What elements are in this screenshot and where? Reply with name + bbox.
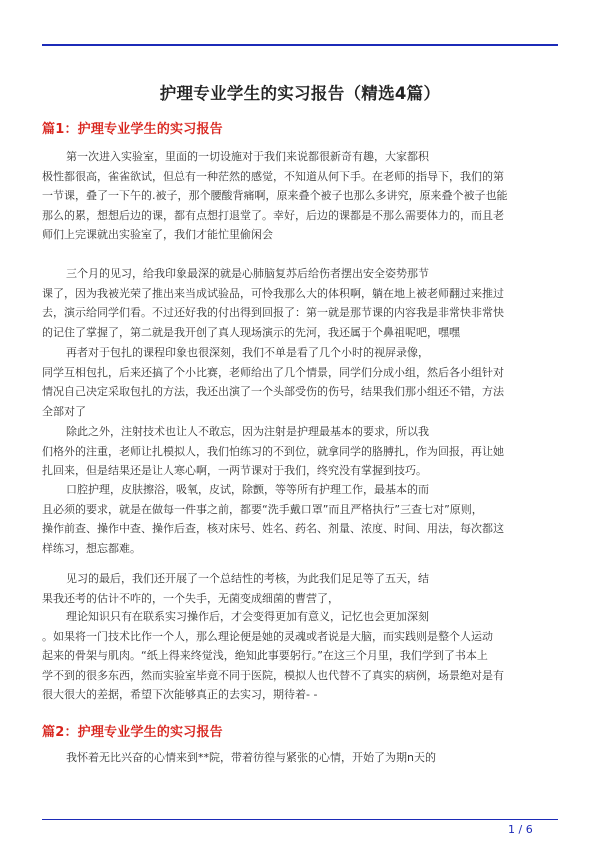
text-line: 三个月的见习，给我印象最深的就是心肺脑复苏后给伤者摆出安全姿势那节	[66, 267, 429, 280]
text-line: 我怀着无比兴奋的心情来到**院，带着彷徨与紧张的心情，开始了为期n天的	[66, 751, 436, 764]
text-line: 操作前查、操作中查、操作后查，核对床号、姓名、药名、剂量、浓度、时间、用法，每次都这	[42, 522, 504, 536]
text-line: 们格外的注重，老师让扎模拟人，我们怕练习的不到位，就拿同学的胳膊扎，作为回报，再让她	[42, 444, 504, 458]
header-rule	[42, 44, 558, 46]
text-line: 情况自己决定采取包扎的方法，我还出演了一个头部受伤的伤号，结果我们那小组还不错，方法	[42, 385, 504, 399]
text-line: 课了，因为我被光荣了推出来当成试验品，可怜我那么大的体积啊，躺在地上被老师翻过来推过	[42, 286, 504, 300]
text-line: 的记住了掌握了，第二就是我开创了真人现场演示的先河，我还属于个鼻祖呢吧，嘿嘿	[42, 325, 460, 339]
paragraph	[42, 569, 558, 608]
text-line: 很大很大的差据，希望下次能够真正的去实习，期待着- -	[42, 688, 318, 702]
text-line: 扎回来，但是结果还是让人寒心啊，一两节课对于我们，终究没有掌握到技巧。	[42, 464, 427, 478]
text-line: 第一次进入实验室，里面的一切设施对于我们来说都很新奇有趣，大家都积	[66, 150, 429, 163]
text-line: 一节课，叠了一下午的.被子，那个腰酸背痛啊，原来叠个被子也那么多讲究，原来叠个被子也能	[42, 189, 508, 203]
text-line: 除此之外，注射技术也让人不敢忘，因为注射是护理最基本的要求，所以我	[66, 425, 429, 438]
text-line: 样练习，想忘都难。	[42, 541, 141, 555]
text-line: 再者对于包扎的课程印象也很深刻，我们不单是看了几个小时的视屏录像，	[66, 346, 429, 359]
paragraph	[42, 480, 558, 558]
page-indicator: 1 / 6	[508, 823, 533, 836]
paragraph	[42, 422, 558, 481]
text-line: 学不到的很多东西，然而实验室毕竟不同于医院，模拟人也代替不了真实的病例，场景绝对是有	[42, 668, 504, 682]
text-line: 果我还考的估计不咋的，一个失手，无菌变成细菌的曹营了，	[42, 591, 339, 605]
text-line: 见习的最后，我们还开展了一个总结性的考核，为此我们足足等了五天，结	[66, 572, 429, 585]
paragraph	[42, 748, 558, 768]
document-title: 护理专业学生的实习报告（精选4篇）	[159, 84, 441, 103]
paragraph	[42, 147, 558, 245]
paragraph	[42, 264, 558, 342]
paragraph	[42, 343, 558, 421]
text-line: 那么的累，想想后边的课，都有点想打退堂了。幸好，后边的课都是不那么需要体力的，而且老	[42, 208, 504, 222]
text-line: 起来的骨架与肌肉。“纸上得来终觉浅，绝知此事要躬行。”在这三个月里，我们学到了书本上	[42, 649, 488, 663]
text-line: 全部对了	[42, 404, 86, 418]
section-heading: 篇2：护理专业学生的实习报告	[42, 725, 223, 740]
text-line: 去，演示给同学们看。不过还好我的付出得到回报了：第一就是那节课的内容我是非常快非常快	[42, 306, 504, 320]
text-line: 。如果将一门技术比作一个人，那么理论便是她的灵魂或者说是大脑，而实践则是整个人运动	[42, 629, 493, 643]
text-line: 理论知识只有在联系实习操作后，才会变得更加有意义，记忆也会更加深刻	[66, 610, 429, 623]
section-heading: 篇1：护理专业学生的实习报告	[42, 122, 223, 137]
text-line: 师们上完课就出实验室了，我们才能忙里偷闲会	[42, 228, 273, 242]
text-line: 且必须的要求，就是在做每一件事之前，都要“洗手戴口罩”而且严格执行”三查七对”原则，	[42, 502, 483, 516]
text-line: 口腔护理，皮肤擦浴，吸氧，皮试，除颤，等等所有护理工作，最基本的而	[66, 483, 429, 496]
footer-rule	[42, 819, 558, 820]
paragraph	[42, 607, 558, 705]
text-line: 同学互相包扎，后来还搞了个小比赛，老师给出了几个情景，同学们分成小组，然后各小组针对	[42, 365, 504, 379]
text-line: 极性都很高，雀雀欲试，但总有一种茫然的感觉，不知道从何下手。在老师的指导下，我们的第	[42, 169, 504, 183]
